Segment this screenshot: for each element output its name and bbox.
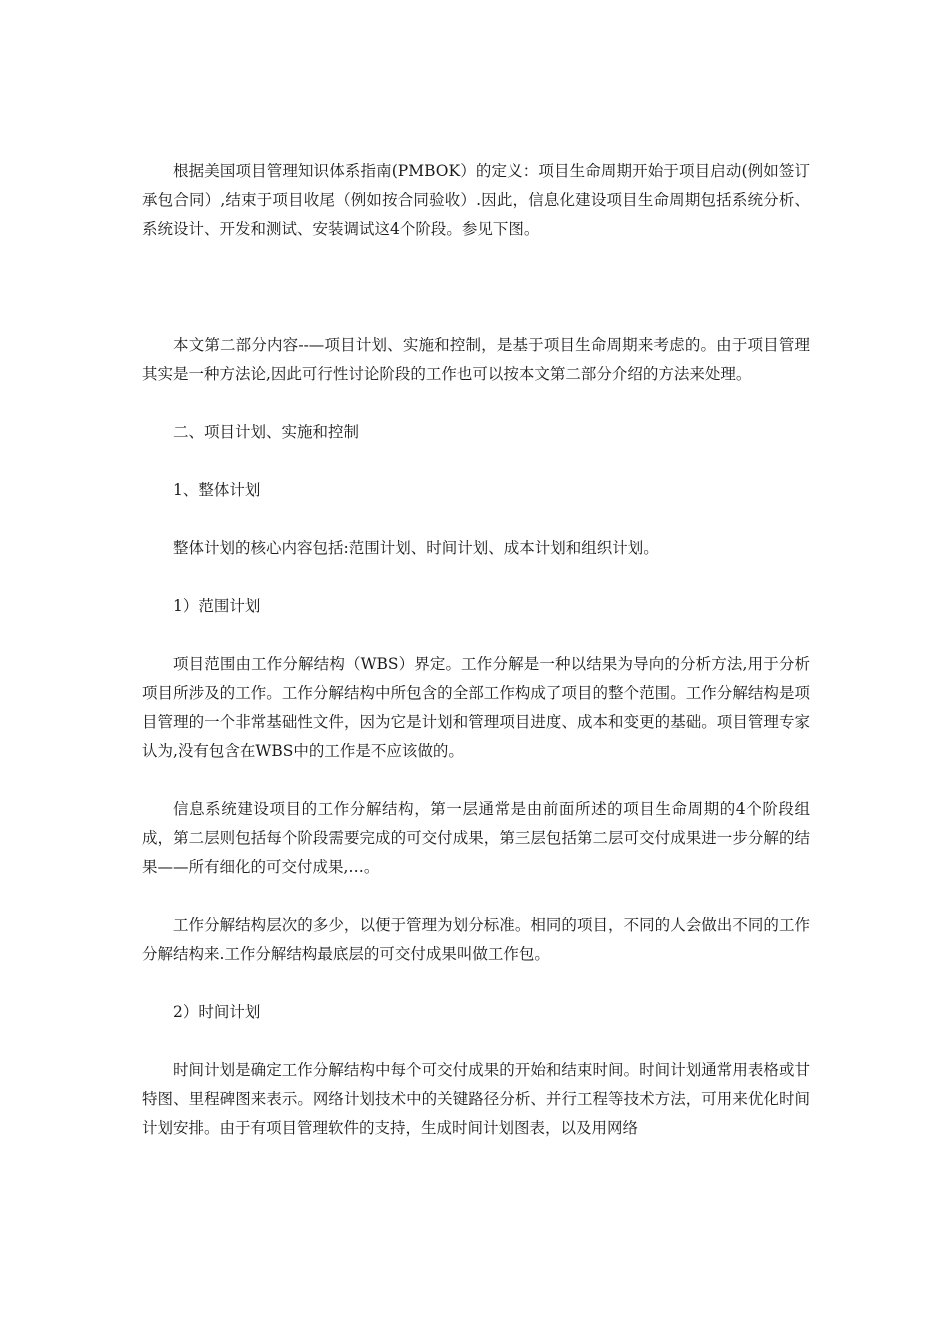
paragraph-part-two-intro: 本文第二部分内容--—项目计划、实施和控制，是基于项目生命周期来考虑的。由于项目管理其实是一种方法论,因此可行性讨论阶段的工作也可以按本文第二部分介绍的方法来处理。 — [142, 336, 810, 383]
figure-placeholder — [142, 273, 810, 331]
paragraph-wbs-levels: 工作分解结构层次的多少，以便于管理为划分标准。相同的项目，不同的人会做出不同的工作分解结构来.工作分解结构最底层的可交付成果叫做工作包。 — [142, 916, 810, 963]
paragraph-time-plan: 时间计划是确定工作分解结构中每个可交付成果的开始和结束时间。时间计划通常用表格或甘特图、里程碑图来表示。网络计划技术中的关键路径分析、并行工程等技术方法，可用来优化时间计划安排。由于有项目管理软件的支持，生成时间计划图表，以及用网络 — [142, 1061, 810, 1137]
subsection-heading-overall-plan: 1、整体计划 — [173, 481, 261, 499]
paragraph-wbs-definition: 项目范围由工作分解结构（WBS）界定。工作分解是一种以结果为导向的分析方法,用于分析项目所涉及的工作。工作分解结构中所包含的全部工作构成了项目的整个范围。工作分解结构是项目管理的一个非常基础性文件，因为它是计划和管理项目进度、成本和变更的基础。项目管理专家认为,没有包含在WBS中的工作是不应该做的。 — [142, 655, 810, 760]
paragraph-pmbok-definition: 根据美国项目管理知识体系指南(PMBOK）的定义：项目生命周期开始于项目启动(例如签订承包合同）,结束于项目收尾（例如按合同验收）.因此，信息化建设项目生命周期包括系统分析、系统设计、开发和测试、安装调试这4个阶段。参见下图。 — [142, 162, 810, 238]
paragraph-overall-plan-core: 整体计划的核心内容包括:范围计划、时间计划、成本计划和组织计划。 — [173, 539, 659, 557]
subsection-heading-scope-plan: 1）范围计划 — [173, 597, 261, 615]
document-body — [142, 157, 810, 1172]
subsection-heading-time-plan: 2）时间计划 — [173, 1003, 261, 1021]
section-heading-project-plan: 二、项目计划、实施和控制 — [173, 423, 360, 441]
paragraph-wbs-layers: 信息系统建设项目的工作分解结构，第一层通常是由前面所述的项目生命周期的4个阶段组成，第二层则包括每个阶段需要完成的可交付成果，第三层包括第二层可交付成果进一步分解的结果——所有细化的可交付成果,…。 — [142, 800, 810, 876]
